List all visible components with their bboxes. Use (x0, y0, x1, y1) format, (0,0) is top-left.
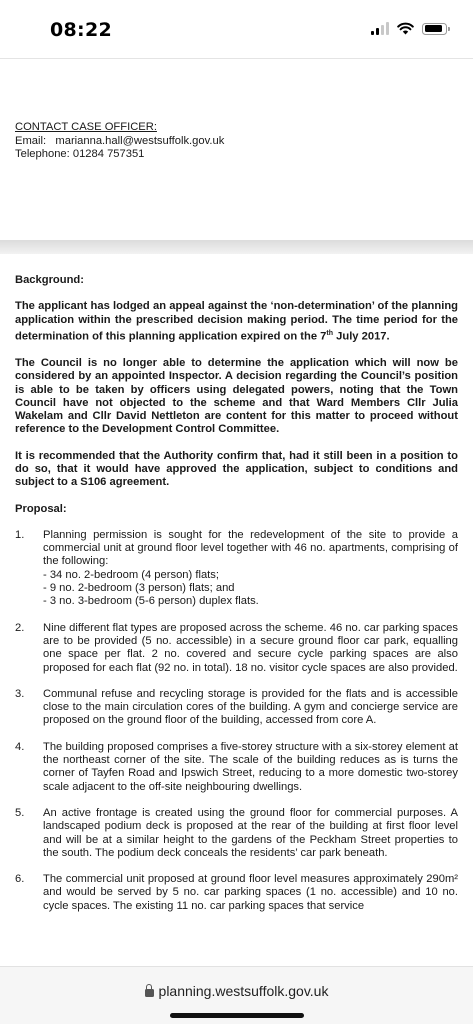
document-body (15, 274, 458, 926)
proposal-item-body (43, 807, 458, 860)
proposal-subitem: - 34 no. 2-bedroom (4 person) flats; (43, 568, 219, 581)
proposal-item-number: 4. (15, 740, 25, 753)
proposal-list (15, 529, 458, 913)
proposal-item (15, 688, 458, 728)
contact-case-officer (15, 121, 224, 162)
home-indicator[interactable] (170, 1013, 304, 1018)
page-separator (0, 240, 473, 254)
cellular-signal-icon (371, 22, 389, 35)
proposal-item-text: An active frontage is created using the ground floor for commercial purposes. A landscaped podium deck is proposed at the rear of the building at first floor level and will be at a similar height to the gardens of the Peckham Street properties to the south. The podium deck conceals the residents’ car park beneath. (43, 806, 458, 859)
proposal-item-body (43, 529, 458, 609)
background-heading: Background: (15, 274, 84, 286)
status-time: 08:22 (50, 19, 112, 41)
proposal-item-number: 6. (15, 873, 25, 886)
proposal-item-text: The commercial unit proposed at ground floor level measures approximately 290m² and would be served by 5 no. car parking spaces (1 no. accessible) and 10 no. cycle spaces. The existing 11 no. car parking spaces that service (43, 873, 458, 912)
contact-heading: CONTACT CASE OFFICER: (15, 121, 157, 133)
document-page-1 (0, 58, 473, 240)
proposal-item (15, 529, 458, 609)
proposal-item-text: Planning permission is sought for the redevelopment of the site to provide a commercial unit at ground floor level together with 46 no. apartments, comprising of the following: (43, 528, 458, 568)
battery-icon (422, 23, 447, 35)
wifi-icon (397, 22, 414, 35)
status-bar (0, 0, 473, 60)
lock-icon (145, 989, 154, 997)
contact-telephone: Telephone: 01284 757351 (15, 148, 145, 160)
proposal-item-body (43, 622, 458, 675)
proposal-item-number: 1. (15, 528, 25, 541)
proposal-subitem: - 9 no. 2-bedroom (3 person) flats; and (43, 582, 235, 595)
proposal-item-number: 3. (15, 687, 25, 700)
proposal-item-number: 5. (15, 806, 25, 819)
document-page-2[interactable] (0, 254, 473, 966)
background-paragraph-3: It is recommended that the Authority confirm that, had it still been in a position to do so, that it would have approved the application, subject to conditions and subject to a S106 agreement. (15, 449, 458, 489)
proposal-heading: Proposal: (15, 502, 67, 515)
status-icons (371, 22, 447, 35)
proposal-item (15, 873, 458, 913)
proposal-item (15, 741, 458, 794)
url-display[interactable] (0, 983, 473, 999)
background-paragraph-2: The Council is no longer able to determine the application which will now be considered by an appointed Inspector. A decision regarding the Council’s position is able to be taken by officers using delegated powers, noting that the Town Council have not objected to the scheme and that Ward Members Cllr Julia Wakelam and Cllr David Nettleton are content for this matter to proceed without reference to the Development Control Committee. (15, 356, 458, 436)
proposal-item-text: Communal refuse and recycling storage is provided for the flats and is accessible close to the main circulation cores of the building. A gym and concierge service are proposed on the ground floor of the building, accessed from core A. (43, 687, 458, 727)
proposal-item-text: The building proposed comprises a five-storey structure with a six-storey element at the northeast corner of the site. The scale of the building reduces as is turns the corner of Tayfen Road and Ipswich Street, reducing to a more domestic two-storey scale adjacent to the off-site neighbouring dwellings. (43, 740, 458, 793)
proposal-item-body (43, 741, 458, 794)
url-text: planning.westsuffolk.gov.uk (158, 983, 329, 999)
proposal-item-number: 2. (15, 621, 25, 634)
proposal-item (15, 622, 458, 675)
proposal-item (15, 807, 458, 860)
contact-email: Email: marianna.hall@westsuffolk.gov.uk (15, 134, 225, 147)
background-paragraph-1: The applicant has lodged an appeal against the ‘non-determination’ of the planning application within the prescribed decision making period. The time period for the determination of this planning application expired on the 7th July 2017. (15, 300, 458, 343)
proposal-subitem: - 3 no. 3-bedroom (5-6 person) duplex flats. (43, 595, 259, 608)
proposal-item-body (43, 873, 458, 913)
proposal-item-text: Nine different flat types are proposed across the scheme. 46 no. car parking spaces are to be provided (5 no. accessible) in a secure ground floor car park, equalling one space per flat. 2 no. covered and secure cycle parking spaces are also proposed for each flat (92 no. in total). 18 no. visitor cycle spaces are also provided. (43, 621, 458, 674)
proposal-item-body (43, 688, 458, 728)
